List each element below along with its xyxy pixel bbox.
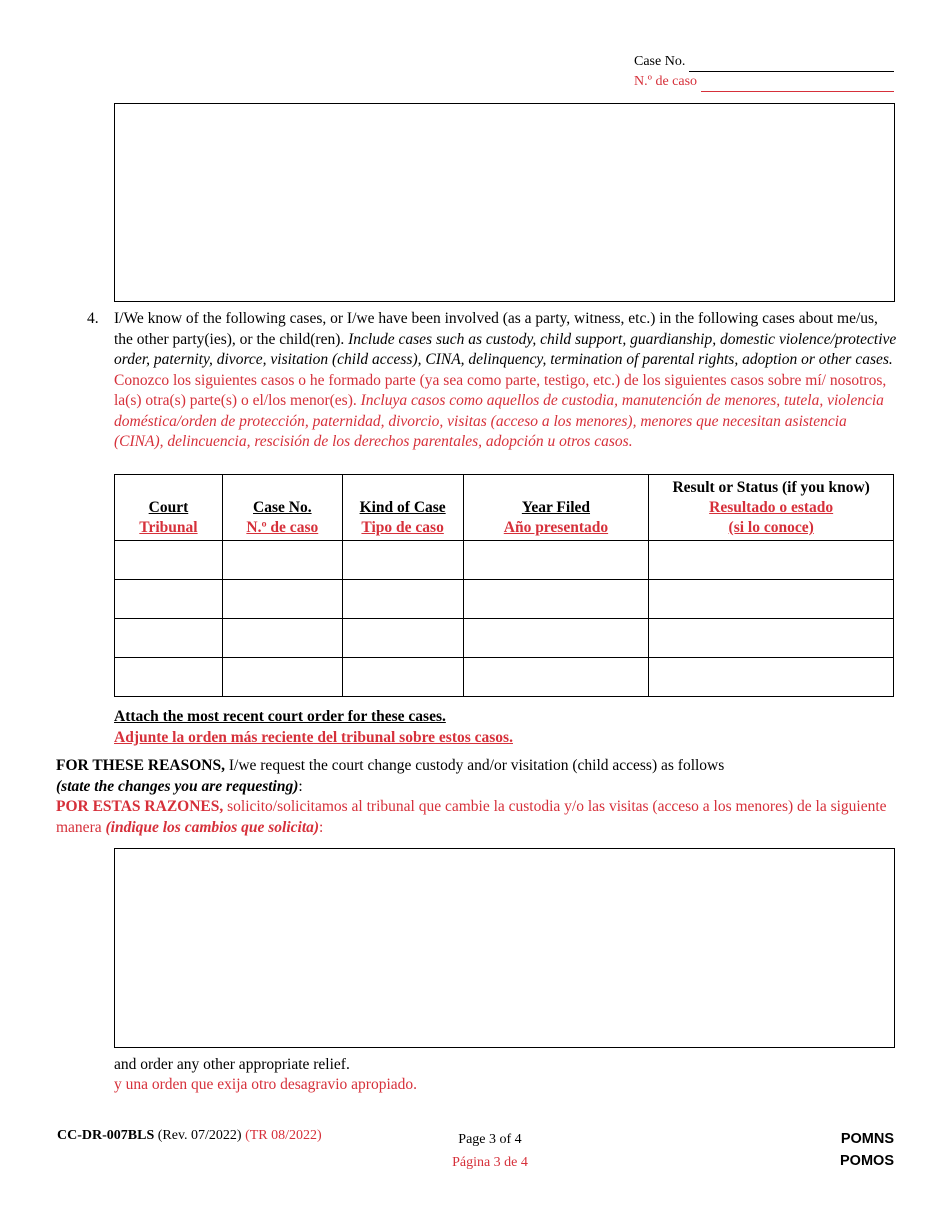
cell-court[interactable]	[115, 658, 223, 697]
reasons-heading-es: POR ESTAS RAZONES,	[56, 798, 224, 815]
section-4-instructions-es: Incluya casos como aquellos de custodia, manutención de menores, tutela, violencia doméstica/orden de protección, paternidad, divorcio, visitas (acceso a los menores), menores que necesitan asistencia (CINA), delincuencia, rescisión de los derechos parentales, adopción u otros casos.	[114, 392, 884, 450]
column-header-court: Court Tribunal	[115, 475, 223, 541]
attach-instruction	[114, 706, 513, 748]
attach-instruction-en: Attach the most recent court order for these cases.	[114, 708, 446, 725]
reasons-text-en	[56, 756, 896, 797]
column-header-kind-of-case: Kind of Case Tipo de caso	[342, 475, 463, 541]
page-number-es: Página 3 de 4	[452, 1155, 528, 1170]
table-row	[115, 541, 894, 580]
section-4-text-en: I/We know of the following cases, or I/we have been involved (as a party, witness, etc.) in the following cases about me/us, the other party(ies), or the child(ren).	[114, 310, 878, 348]
cell-year-filed[interactable]	[463, 580, 649, 619]
column-header-result-status: Result or Status (if you know) Resultado o estado (si lo conoce)	[649, 475, 894, 541]
section-4-instructions-en: Include cases such as custody, child support, guardianship, domestic violence/protective order, paternity, divorce, visitation (child access), CINA, delinquency, termination of parental rights, adoption or other cases.	[114, 330, 897, 368]
case-number-header	[634, 52, 894, 92]
cell-kind-of-case[interactable]	[342, 658, 463, 697]
column-header-year-filed: Year Filed Año presentado	[463, 475, 649, 541]
case-no-field[interactable]	[689, 56, 894, 72]
cell-result-status[interactable]	[649, 619, 894, 658]
cell-case-no[interactable]	[222, 541, 342, 580]
page-number-en: Page 3 of 4	[458, 1132, 522, 1147]
form-code-es: POMOS	[840, 1153, 894, 1169]
reasons-instruction-en: (state the changes you are requesting)	[56, 777, 299, 795]
footer-form-id	[57, 1128, 322, 1144]
cell-court[interactable]	[115, 619, 223, 658]
section-4	[87, 309, 897, 453]
case-no-label-es: N.º de caso	[634, 74, 698, 89]
requested-changes-text-box[interactable]	[114, 848, 895, 1048]
reasons-section	[56, 756, 896, 838]
form-code-en: POMNS	[840, 1131, 894, 1147]
cell-court[interactable]	[115, 541, 223, 580]
reasons-colon-en: :	[298, 777, 303, 795]
cases-table-header	[115, 475, 894, 541]
relief-statement-en: and order any other appropriate relief.	[114, 1056, 350, 1073]
reasons-text-es	[56, 797, 896, 838]
form-code	[840, 1128, 894, 1172]
cell-kind-of-case[interactable]	[342, 619, 463, 658]
form-translation-date: (TR 08/2022)	[241, 1128, 322, 1143]
form-revision: (Rev. 07/2022)	[154, 1128, 242, 1143]
cell-year-filed[interactable]	[463, 619, 649, 658]
section-4-text-es: Conozco los siguientes casos o he formado parte (ya sea como parte, testigo, etc.) de los siguientes casos sobre mí/ nosotros, la(s) otra(s) parte(s) o el/los menor(es).	[114, 371, 887, 409]
cell-kind-of-case[interactable]	[342, 580, 463, 619]
cell-result-status[interactable]	[649, 658, 894, 697]
reasons-body-es: solicito/solicitamos al tribunal que cambie la custodia y/o las visitas (acceso a los menores) de la siguiente manera	[56, 798, 887, 836]
table-row	[115, 658, 894, 697]
page-number	[440, 1128, 540, 1174]
case-no-label: Case No.	[634, 54, 686, 69]
table-row	[115, 580, 894, 619]
relief-statement	[114, 1055, 417, 1095]
cell-kind-of-case[interactable]	[342, 541, 463, 580]
table-row	[115, 619, 894, 658]
column-header-case-no: Case No. N.º de caso	[222, 475, 342, 541]
section-4-number: 4.	[87, 310, 99, 327]
previous-section-text-box[interactable]	[114, 103, 895, 302]
reasons-colon-es: :	[319, 818, 324, 836]
attach-instruction-es: Adjunte la orden más reciente del tribunal sobre estos casos.	[114, 729, 513, 746]
cases-table	[114, 474, 894, 697]
reasons-body-en: I/we request the court change custody and/or visitation (child access) as follows	[224, 757, 725, 774]
cell-case-no[interactable]	[222, 658, 342, 697]
form-number: CC-DR-007BLS	[57, 1128, 155, 1143]
cell-year-filed[interactable]	[463, 541, 649, 580]
reasons-heading-en: FOR THESE REASONS,	[56, 757, 225, 774]
cell-result-status[interactable]	[649, 580, 894, 619]
cell-year-filed[interactable]	[463, 658, 649, 697]
cell-case-no[interactable]	[222, 580, 342, 619]
relief-statement-es: y una orden que exija otro desagravio apropiado.	[114, 1076, 418, 1093]
case-no-field-es[interactable]	[701, 76, 894, 92]
cell-court[interactable]	[115, 580, 223, 619]
cell-case-no[interactable]	[222, 619, 342, 658]
reasons-instruction-es: (indique los cambios que solicita)	[105, 818, 320, 836]
cell-result-status[interactable]	[649, 541, 894, 580]
